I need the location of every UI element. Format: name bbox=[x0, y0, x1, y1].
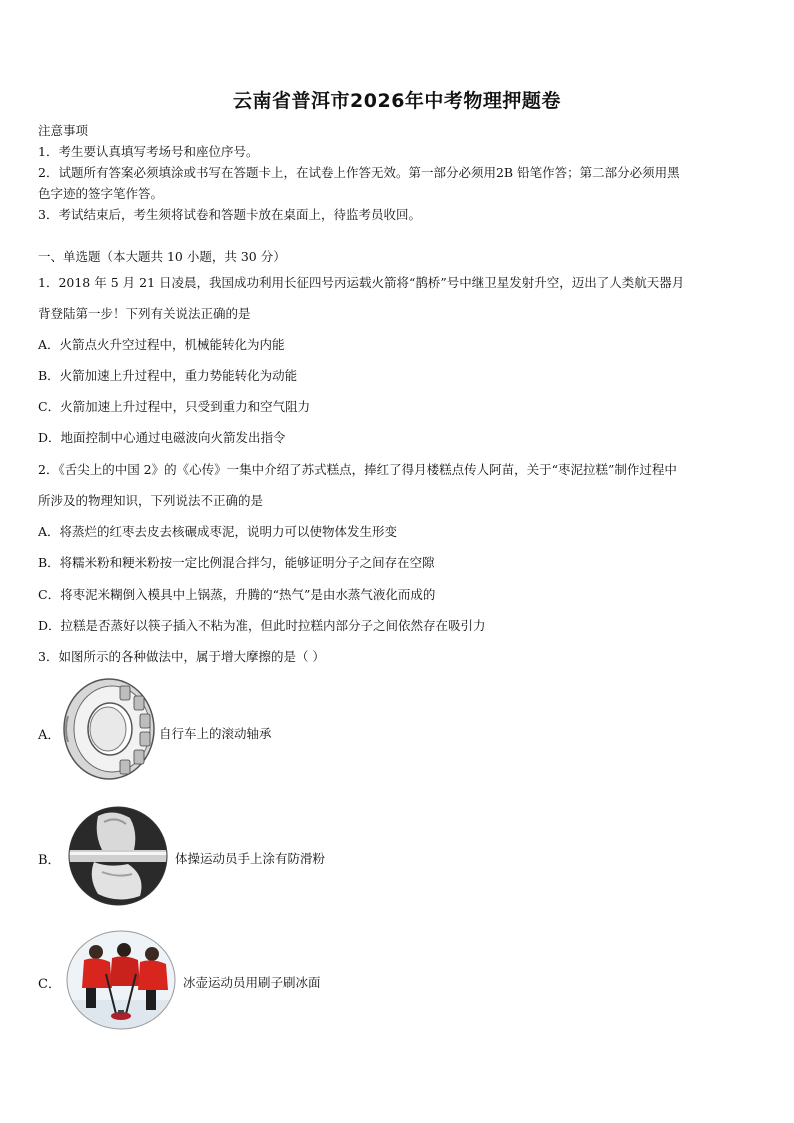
notice-item-2-cont: 色字迹的签字笔作答。 bbox=[38, 186, 164, 201]
chalk-hands-image bbox=[68, 806, 168, 906]
q2-option-d: D．拉糕是否蒸好以筷子插入不粘为准，但此时拉糕内部分子之间依然存在吸引力 bbox=[38, 618, 486, 633]
q3-option-a-text: 自行车上的滚动轴承 bbox=[159, 726, 272, 741]
notice-item-3: 3．考试结束后，考生须将试卷和答题卡放在桌面上，待监考员收回。 bbox=[38, 207, 421, 222]
q2-option-b: B．将糯米粉和粳米粉按一定比例混合拌匀，能够证明分子之间存在空隙 bbox=[38, 555, 435, 570]
q3-option-b-letter: B． bbox=[38, 853, 61, 868]
q3-option-c-text: 冰壶运动员用刷子刷冰面 bbox=[183, 975, 321, 990]
bearing-image bbox=[62, 676, 156, 782]
q3-option-c-letter: C． bbox=[38, 977, 61, 992]
q1-stem-line2: 背登陆第一步！下列有关说法正确的是 bbox=[38, 306, 251, 321]
page-title: 云南省普洱市2026年中考物理押题卷 bbox=[233, 90, 561, 112]
notice-item-1: 1．考生要认真填写考场号和座位序号。 bbox=[38, 144, 259, 159]
q1-stem-line1: 1．2018 年 5 月 21 日凌晨，我国成功利用长征四号丙运载火箭将“鹊桥”号中继卫星发射升空，迈出了人类航天器月 bbox=[38, 275, 685, 290]
q2-option-a: A．将蒸烂的红枣去皮去核碾成枣泥，说明力可以使物体发生形变 bbox=[38, 524, 398, 539]
q1-option-b: B．火箭加速上升过程中，重力势能转化为动能 bbox=[38, 368, 298, 383]
q3-option-b-text: 体操运动员手上涂有防滑粉 bbox=[175, 851, 326, 866]
q2-stem-line2: 所涉及的物理知识，下列说法不正确的是 bbox=[38, 493, 264, 508]
q3-option-a-letter: A． bbox=[38, 728, 61, 743]
q1-option-c: C．火箭加速上升过程中，只受到重力和空气阻力 bbox=[38, 399, 311, 414]
q1-option-a: A．火箭点火升空过程中，机械能转化为内能 bbox=[38, 337, 285, 352]
q3-stem: 3．如图所示的各种做法中，属于增大摩擦的是（ ） bbox=[38, 649, 325, 664]
notice-heading: 注意事项 bbox=[38, 123, 89, 138]
curling-image bbox=[66, 930, 176, 1030]
section-heading: 一、单选题（本大题共 10 小题，共 30 分） bbox=[38, 249, 286, 264]
q2-stem-line1: 2．《舌尖上的中国 2》的《心传》一集中介绍了苏式糕点，捧红了得月楼糕点传人阿苗，关于“枣泥拉糕”制作过程中 bbox=[38, 462, 677, 477]
q2-option-c: C．将枣泥米糊倒入模具中上锅蒸，升腾的“热气”是由水蒸气液化而成的 bbox=[38, 587, 436, 602]
q1-option-d: D．地面控制中心通过电磁波向火箭发出指令 bbox=[38, 430, 286, 445]
notice-item-2: 2．试题所有答案必须填涂或书写在答题卡上，在试卷上作答无效。第一部分必须用2B 铅笔作答；第二部分必须用黑 bbox=[38, 165, 680, 180]
